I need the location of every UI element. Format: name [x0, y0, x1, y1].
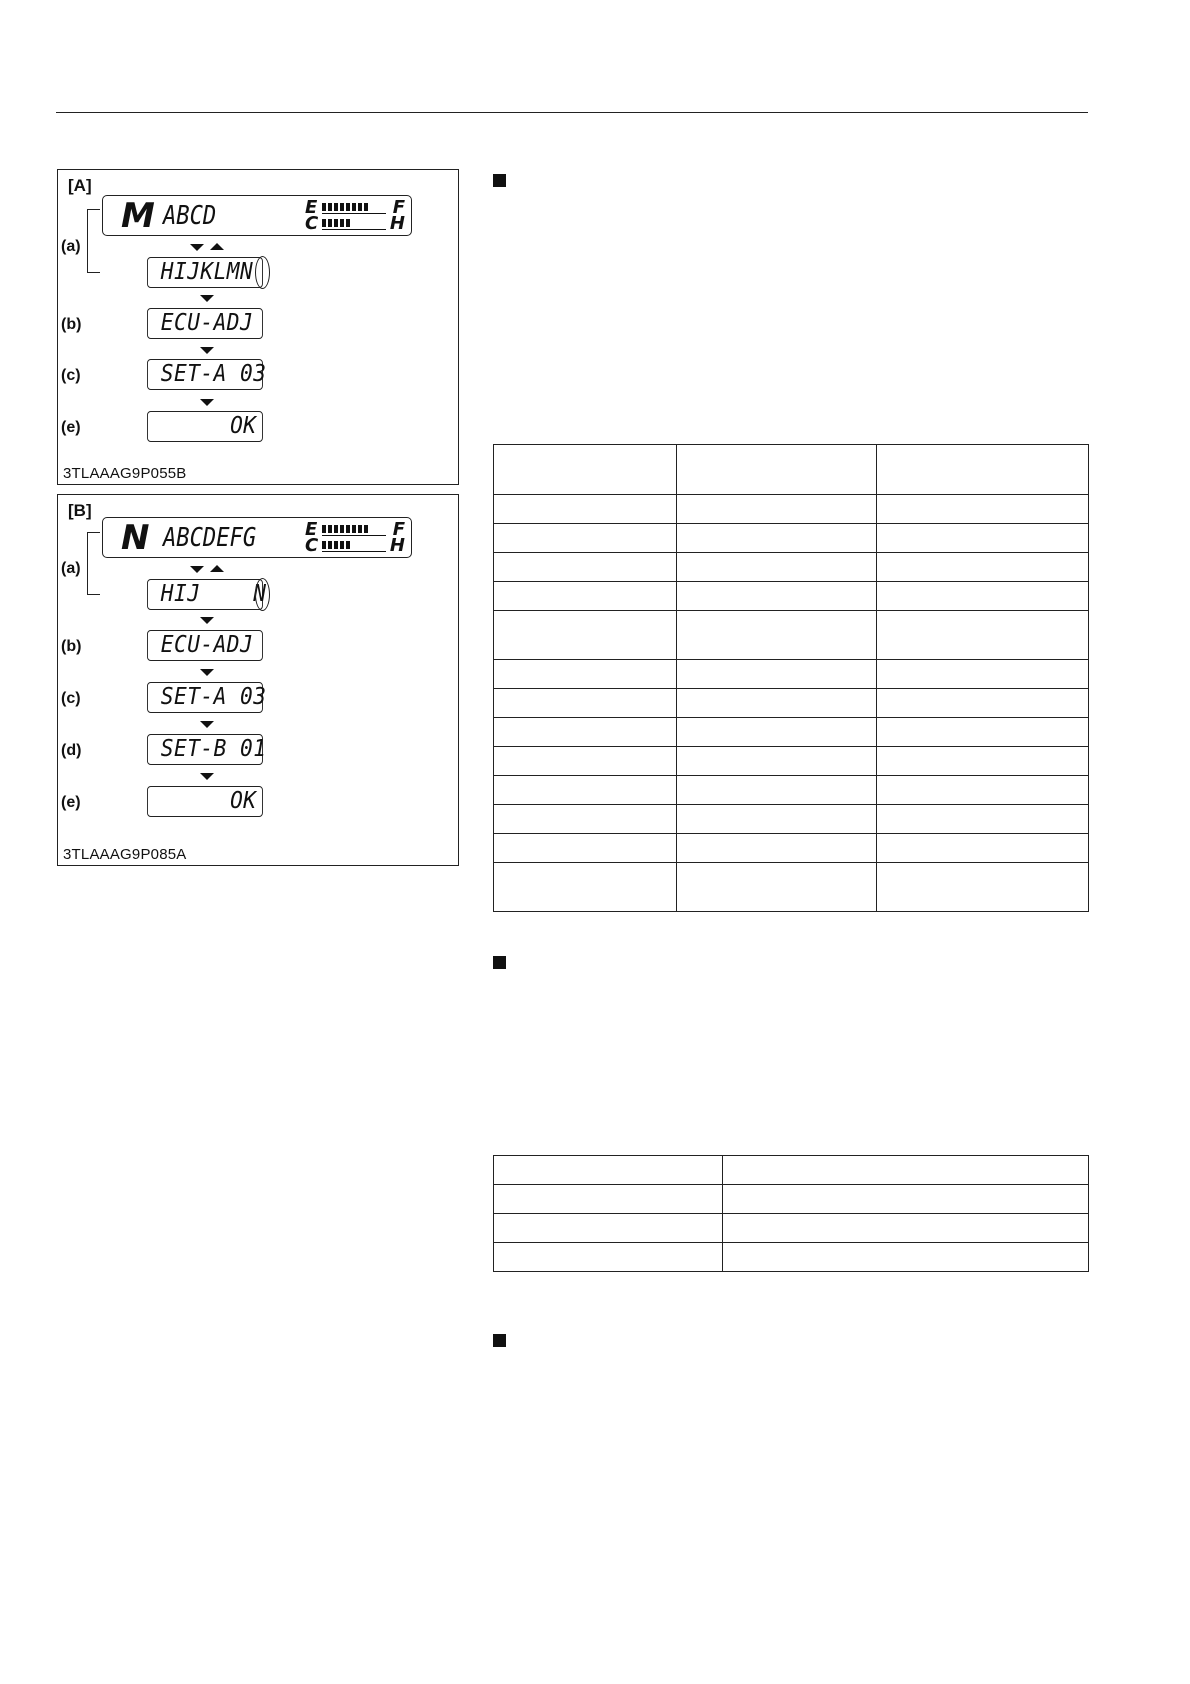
arrow-down-icon [200, 617, 214, 624]
table-cell [494, 1214, 723, 1243]
table-cell [494, 834, 677, 863]
table-cell [676, 834, 877, 863]
gauge-label: H [389, 213, 405, 234]
table-cell [676, 689, 877, 718]
table-cell [676, 553, 877, 582]
step-label: (c) [61, 690, 81, 707]
gauge-label: F [392, 197, 405, 218]
table-cell [877, 495, 1089, 524]
table-cell [494, 747, 677, 776]
table-cell [494, 495, 677, 524]
table-header-row [494, 445, 1089, 495]
gauge-line [322, 551, 386, 552]
table-cell [494, 1243, 723, 1272]
table-row [494, 611, 1089, 660]
lcd-step: SET-B 01 [147, 734, 263, 765]
table-cell [877, 718, 1089, 747]
table-cell [722, 1214, 1088, 1243]
table-row [494, 805, 1089, 834]
table-cell [494, 1156, 723, 1185]
table-row [494, 747, 1089, 776]
table-row [494, 582, 1089, 611]
table-cell [494, 805, 677, 834]
gauge-label: E [305, 519, 318, 540]
step-label: (a) [61, 560, 81, 577]
arrow-down-icon [200, 669, 214, 676]
header-cell [494, 445, 677, 495]
table-cell [494, 611, 677, 660]
gauge-label: E [305, 197, 318, 218]
step-label: (e) [61, 419, 81, 436]
table-cell [676, 582, 877, 611]
arrow-down-icon [190, 244, 204, 251]
table-cell [676, 805, 877, 834]
table-row [494, 1156, 1089, 1185]
fuel-bar [322, 203, 370, 211]
table-cell [877, 863, 1089, 912]
figure-b [57, 494, 459, 866]
table-cell [676, 611, 877, 660]
gauge-line [322, 229, 386, 230]
temp-bar [322, 541, 350, 549]
highlight-oval [255, 578, 270, 611]
table-cell [877, 805, 1089, 834]
lcd-step: HIJKLMN [147, 257, 263, 288]
lcd-step: SET-A 03 [147, 359, 263, 390]
lcd-step: ECU-ADJ [147, 630, 263, 661]
table-cell [676, 660, 877, 689]
step-label: (e) [61, 794, 81, 811]
section-bullet-icon [493, 956, 506, 969]
secondary-table [493, 1155, 1089, 1272]
table-cell [494, 582, 677, 611]
section-bullet-icon [493, 1334, 506, 1347]
figure-code: 3TLAAAG9P055B [63, 465, 187, 482]
bracket [87, 209, 100, 273]
arrow-down-icon [200, 721, 214, 728]
table-cell [676, 718, 877, 747]
lcd-step: OK [147, 786, 263, 817]
table-row [494, 495, 1089, 524]
table-cell [877, 582, 1089, 611]
table-row [494, 834, 1089, 863]
header-cell [676, 445, 877, 495]
arrow-down-icon [190, 566, 204, 573]
table-cell [494, 689, 677, 718]
table-row [494, 1214, 1089, 1243]
section-bullet-icon [493, 174, 506, 187]
main-lcd-display [102, 195, 412, 236]
main-lcd-display [102, 517, 412, 558]
gauge-label: C [305, 535, 319, 556]
table-cell [494, 1185, 723, 1214]
table-cell [494, 776, 677, 805]
table-cell [722, 1156, 1088, 1185]
header-rule [56, 112, 1088, 113]
table-cell [676, 776, 877, 805]
gauge-cluster [305, 199, 405, 233]
lcd-step: ECU-ADJ [147, 308, 263, 339]
table-cell [877, 834, 1089, 863]
mode-indicator: M [121, 196, 155, 236]
table-cell [676, 495, 877, 524]
gauge-label: C [305, 213, 319, 234]
table-cell [877, 660, 1089, 689]
gauge-line [322, 213, 386, 214]
settings-table [493, 444, 1089, 912]
gauge-cluster [305, 521, 405, 555]
lcd-step: HIJ N [147, 579, 263, 610]
table-cell [877, 776, 1089, 805]
gauge-label: F [392, 519, 405, 540]
arrow-up-icon [210, 243, 224, 250]
figure-code: 3TLAAAG9P085A [63, 846, 187, 863]
table-row [494, 689, 1089, 718]
arrow-down-icon [200, 773, 214, 780]
highlight-oval [255, 256, 270, 289]
table-row [494, 660, 1089, 689]
figure-a [57, 169, 459, 485]
step-label: (c) [61, 367, 81, 384]
step-label: (d) [61, 742, 82, 759]
table-row [494, 1185, 1089, 1214]
table-row [494, 1243, 1089, 1272]
table-cell [722, 1243, 1088, 1272]
table-cell [877, 553, 1089, 582]
lcd-text: ABCDEFG [163, 523, 257, 553]
arrow-down-icon [200, 295, 214, 302]
figure-tag: [A] [68, 176, 92, 195]
table-cell [877, 524, 1089, 553]
table-cell [676, 524, 877, 553]
table-cell [494, 524, 677, 553]
mode-indicator: N [121, 518, 150, 558]
figure-tag: [B] [68, 501, 92, 520]
lcd-step: OK [147, 411, 263, 442]
step-label: (a) [61, 238, 81, 255]
table-cell [722, 1185, 1088, 1214]
table-row [494, 553, 1089, 582]
arrow-down-icon [200, 347, 214, 354]
temp-bar [322, 219, 350, 227]
table-cell [676, 863, 877, 912]
step-label: (b) [61, 316, 82, 333]
table-row [494, 718, 1089, 747]
lcd-text: ABCD [163, 201, 217, 231]
table-cell [494, 718, 677, 747]
table-cell [877, 689, 1089, 718]
step-label: (b) [61, 638, 82, 655]
table-row [494, 863, 1089, 912]
fuel-bar [322, 525, 370, 533]
table-row [494, 524, 1089, 553]
header-cell [877, 445, 1089, 495]
table-cell [877, 611, 1089, 660]
table-cell [494, 863, 677, 912]
lcd-step: SET-A 03 [147, 682, 263, 713]
arrow-down-icon [200, 399, 214, 406]
bracket [87, 532, 100, 595]
table-cell [494, 553, 677, 582]
table-row [494, 776, 1089, 805]
table-cell [494, 660, 677, 689]
arrow-up-icon [210, 565, 224, 572]
gauge-line [322, 535, 386, 536]
gauge-label: H [389, 535, 405, 556]
table-cell [877, 747, 1089, 776]
table-cell [676, 747, 877, 776]
